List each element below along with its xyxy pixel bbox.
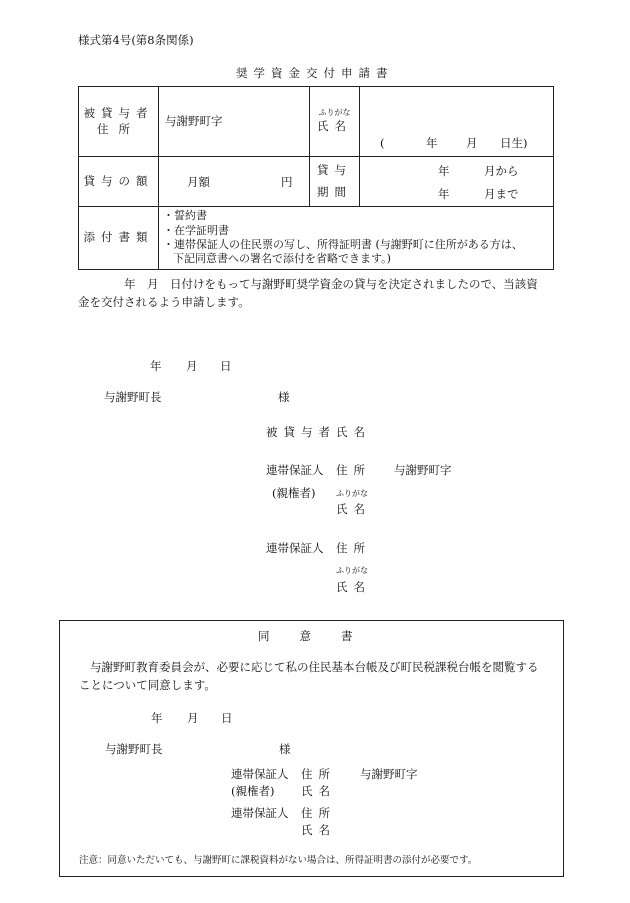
period-input-cell[interactable] — [360, 157, 554, 207]
guarantor-1-label: 連帯保証人 — [266, 463, 324, 477]
consent-text-line-1: 与謝野町教育委員会が、必要に応じて私の住民基本台帳及び町民税課税台帳を閲覧する — [90, 660, 539, 674]
birth-open: ( — [380, 136, 385, 151]
birth-year: 年 — [426, 136, 438, 151]
to-month: 月まで — [484, 187, 519, 201]
furigana-label: ふりがな — [318, 108, 351, 118]
borrower-label: 被貸与者 — [83, 105, 154, 120]
consent-date-year: 年 — [151, 711, 163, 725]
period-label-2: 期間 — [317, 184, 352, 199]
period-label-cell — [310, 157, 360, 207]
consent-date-month: 月 — [187, 711, 199, 725]
consent-guarantor-1-address-prefix: 与謝野町字 — [360, 767, 418, 781]
borrower-name-label: 氏名 — [336, 425, 371, 439]
guarantor-1-address-label: 住所 — [336, 463, 371, 477]
guarantor-2-furigana: ふりがな — [336, 566, 368, 575]
attachment-item: ・誓約書 — [163, 209, 207, 223]
attachment-item-continued: 下記同意書への署名で添付を省略できます。) — [173, 252, 391, 266]
consent-guarantor-1-name-label: 氏名 — [301, 784, 336, 798]
guarantor-1-name-label: 氏名 — [336, 502, 371, 516]
name-label-cell — [310, 87, 360, 157]
guarantor-1-parent-label: (親権者) — [272, 486, 316, 500]
attachments-list — [159, 207, 554, 270]
date-month: 月 — [186, 359, 198, 373]
attachment-item: ・在学証明書 — [163, 223, 229, 237]
body-text-line-1: 年 月 日付けをもって与謝野町奨学資金の貸与を決定されましたので、当該資 — [124, 277, 538, 291]
address-prefix: 与謝野町字 — [165, 113, 223, 128]
date-year: 年 — [150, 359, 162, 373]
consent-guarantor-1-parent-label: (親権者) — [231, 784, 275, 798]
from-month: 月から — [484, 164, 519, 178]
guarantor-1-furigana: ふりがな — [336, 489, 368, 498]
consent-guarantor-2-address-label: 住所 — [301, 806, 336, 820]
name-input-cell[interactable] — [360, 87, 554, 157]
period-label-1: 貸与 — [317, 162, 352, 177]
to-year: 年 — [438, 187, 450, 201]
consent-mayor-addressee: 与謝野町長 — [105, 742, 163, 756]
consent-title: 同意書 — [258, 629, 383, 643]
consent-text-line-2: ことについて同意します。 — [79, 678, 216, 692]
application-table — [78, 86, 554, 270]
amount-input-cell[interactable] — [159, 157, 310, 207]
borrower-sig-label: 被貸与者 — [266, 425, 336, 439]
address-label: 住所 — [97, 121, 140, 136]
borrower-address-label-cell — [79, 87, 159, 157]
body-text-line-2: 金を交付されるよう申請します。 — [78, 295, 250, 309]
guarantor-1-address-prefix: 与謝野町字 — [394, 463, 452, 477]
monthly-label: 月額 — [187, 175, 210, 189]
yen-label: 円 — [281, 175, 293, 189]
guarantor-2-address-label: 住所 — [336, 541, 371, 555]
consent-guarantor-2-name-label: 氏名 — [301, 823, 336, 837]
amount-label: 貸与の額 — [79, 157, 159, 207]
page-title: 奨学資金交付申請書 — [236, 66, 394, 80]
birth-day: 日生) — [500, 136, 528, 151]
honorific-sama: 様 — [278, 390, 290, 404]
consent-guarantor-1-address-label: 住所 — [301, 767, 336, 781]
consent-note: 注意：同意いただいても、与謝野町に課税資料がない場合は、所得証明書の添付が必要です。 — [79, 855, 478, 866]
date-day: 日 — [220, 359, 232, 373]
name-label: 氏名 — [317, 119, 352, 134]
consent-guarantor-2-label: 連帯保証人 — [231, 806, 289, 820]
consent-honorific-sama: 様 — [279, 742, 291, 756]
from-year: 年 — [438, 164, 450, 178]
birth-month: 月 — [466, 136, 478, 151]
guarantor-2-name-label: 氏名 — [336, 580, 371, 594]
attachments-label: 添付書類 — [79, 207, 159, 270]
consent-guarantor-1-label: 連帯保証人 — [231, 767, 289, 781]
address-input-cell[interactable] — [159, 87, 310, 157]
guarantor-2-label: 連帯保証人 — [266, 541, 324, 555]
consent-date-day: 日 — [221, 711, 233, 725]
mayor-addressee: 与謝野町長 — [104, 390, 162, 404]
form-number: 様式第4号(第8条関係) — [78, 33, 194, 47]
attachment-item: ・連帯保証人の住民票の写し、所得証明書 (与謝野町に住所がある方は、 — [163, 238, 523, 251]
consent-form — [59, 620, 564, 877]
